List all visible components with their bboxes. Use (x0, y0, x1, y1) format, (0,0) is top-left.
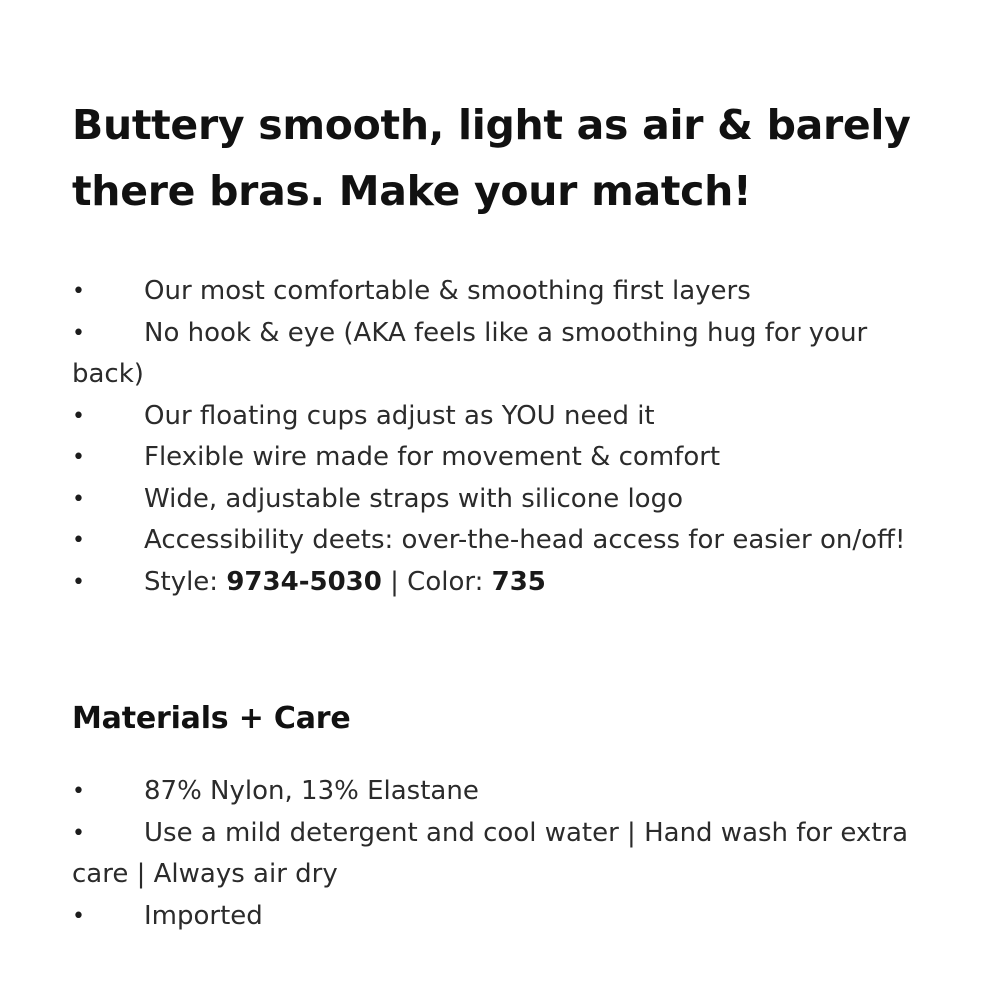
feature-text: Flexible wire made for movement & comfort (144, 442, 721, 472)
care-text: Use a mild detergent and cool water | Hand wash for extra care | Always air dry (72, 817, 909, 889)
style-separator: | (381, 566, 408, 597)
style-label: Style: (144, 566, 227, 597)
feature-item (72, 520, 922, 562)
feature-text: Our floating cups adjust as YOU need it (144, 400, 655, 431)
care-item (72, 813, 922, 896)
feature-item (72, 313, 922, 396)
color-label: Color: (407, 566, 492, 597)
feature-text: Our most comfortable & smoothing first layers (144, 276, 751, 306)
color-number: 735 (491, 566, 546, 597)
feature-item (72, 271, 922, 313)
bullet-icon: • (72, 903, 85, 929)
feature-list (72, 271, 922, 603)
bullet-icon: • (72, 403, 85, 429)
feature-text: Accessibility deets: over-the-head access for easier on/off! (144, 525, 906, 555)
product-headline: Buttery smooth, light as air & barely there bras. Make your match! (72, 101, 911, 215)
feature-text: No hook & eye (AKA feels like a smoothing hug for your back) (72, 317, 868, 389)
materials-care-heading: Materials + Care (72, 701, 351, 736)
feature-text: Wide, adjustable straps with silicone logo (144, 483, 683, 514)
bullet-icon: • (72, 320, 85, 346)
care-text: 87% Nylon, 13% Elastane (144, 776, 479, 806)
care-text: Imported (144, 900, 263, 931)
feature-item (72, 479, 922, 521)
care-item (72, 896, 922, 938)
bullet-icon: • (72, 569, 85, 595)
bullet-icon: • (72, 528, 85, 553)
feature-item (72, 437, 922, 479)
bullet-icon: • (72, 820, 85, 846)
materials-care-list (72, 771, 922, 937)
care-item (72, 771, 922, 813)
bullet-icon: • (72, 486, 85, 512)
bullet-icon: • (72, 779, 85, 804)
bullet-icon: • (72, 445, 85, 470)
style-color-item (72, 562, 922, 604)
bullet-icon: • (72, 279, 85, 304)
feature-item (72, 396, 922, 438)
style-number: 9734-5030 (226, 566, 382, 597)
